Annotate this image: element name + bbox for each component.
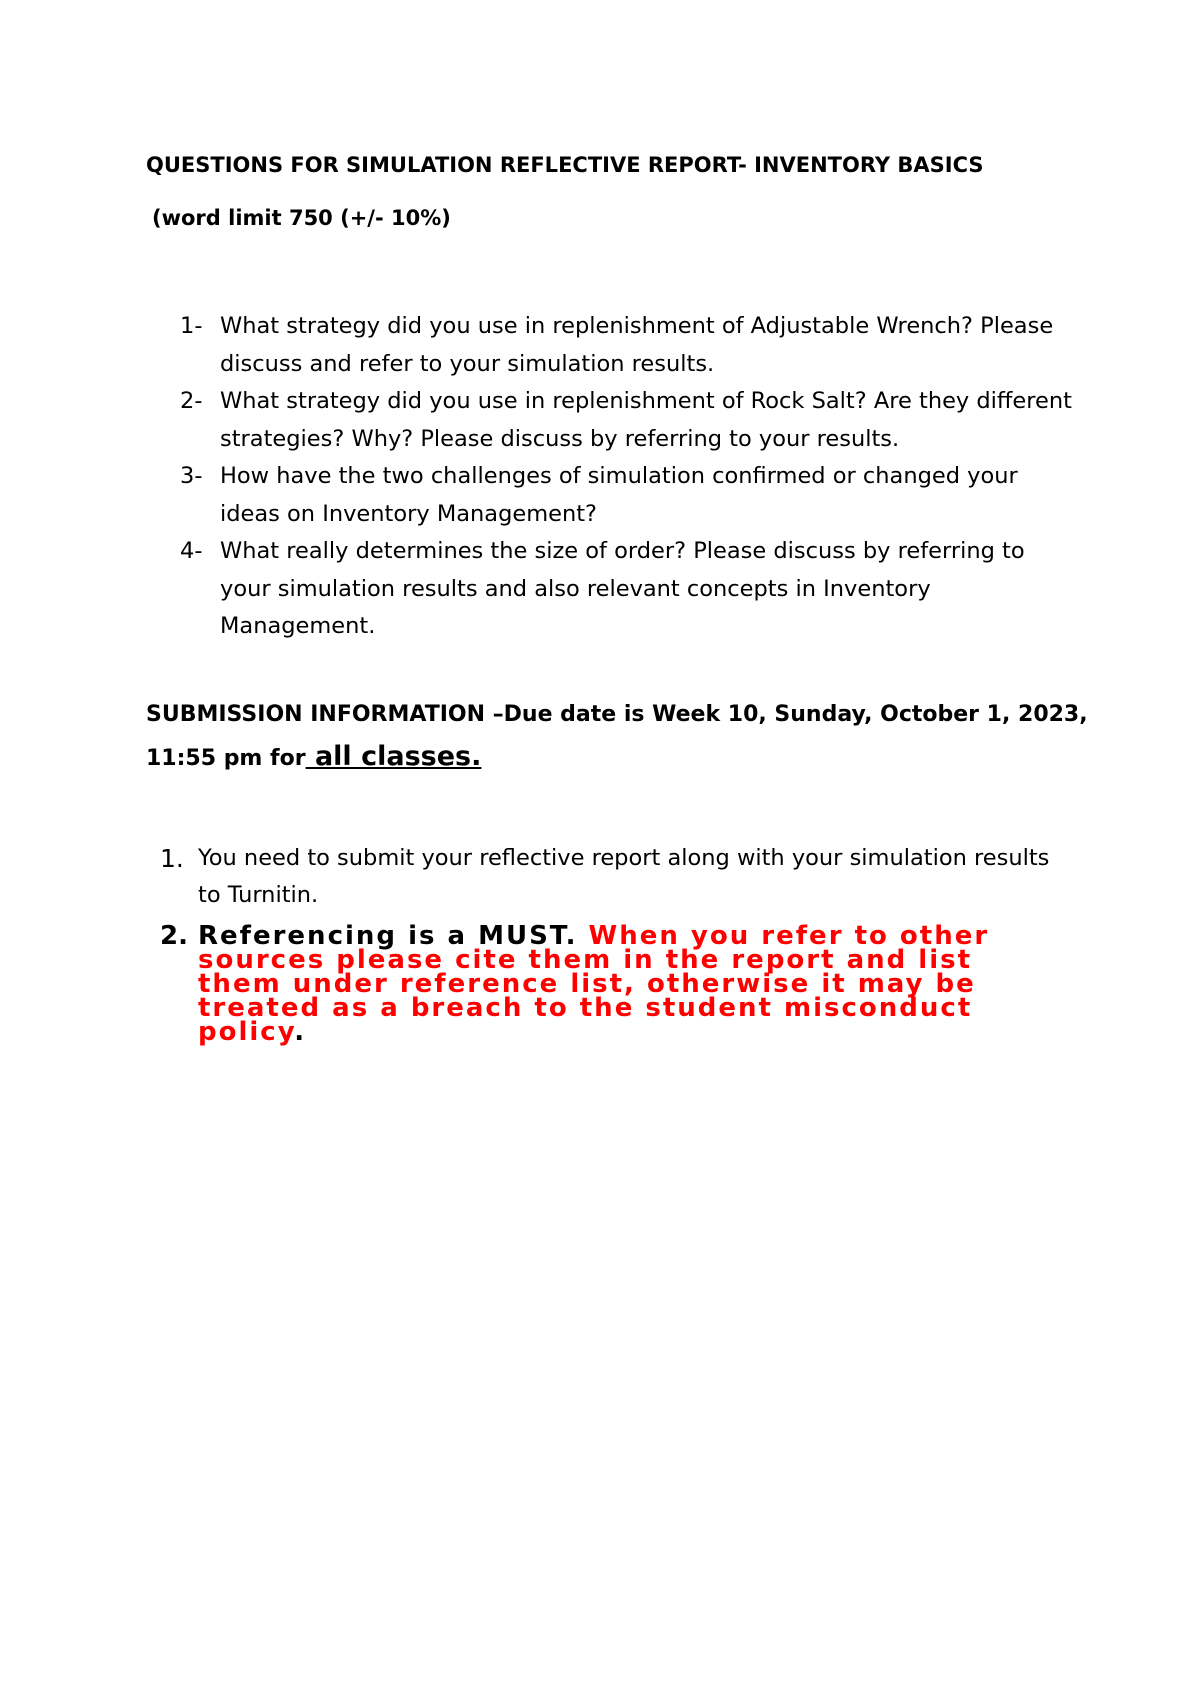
submission-item — [160, 914, 1060, 1047]
submission-heading-emphasis: all classes. — [305, 741, 482, 772]
question-item — [180, 308, 1080, 383]
misconduct-warning: When you refer to other sources please cite them in the report and list them under reference list, otherwise it may be treated as a breach to the student misconduct policy — [198, 921, 990, 1047]
warning-end: . — [294, 1017, 307, 1047]
submission-item-number: 1. — [160, 844, 184, 873]
submission-heading-text: SUBMISSION INFORMATION –Due date is Week 10, Sunday, October 1, 2023, 11:55 pm for — [146, 702, 1088, 771]
question-number: 2- — [180, 388, 203, 414]
submission-item — [160, 840, 1060, 914]
question-item — [180, 533, 1080, 646]
submission-item-text: You need to submit your reflective report along with your simulation results to Turnitin. — [198, 845, 1050, 908]
document-title: QUESTIONS FOR SIMULATION REFLECTIVE REPORT- INVENTORY BASICS — [146, 153, 984, 177]
question-item — [180, 383, 1080, 458]
question-number: 1- — [180, 313, 203, 339]
question-number: 3- — [180, 463, 203, 489]
submission-heading — [146, 694, 1106, 780]
question-text: What strategy did you use in replenishment of Adjustable Wrench? Please discuss and refer to your simulation results. — [220, 313, 1054, 377]
question-item — [180, 458, 1080, 533]
submission-list — [160, 840, 1060, 1047]
submission-item-number: 2. — [160, 921, 188, 951]
question-number: 4- — [180, 538, 203, 564]
question-text: How have the two challenges of simulation confirmed or changed your ideas on Inventory Management? — [220, 463, 1018, 527]
questions-list — [180, 308, 1080, 646]
question-text: What really determines the size of order? Please discuss by referring to your simulation results and also relevant concepts in Inventory Management. — [220, 538, 1025, 639]
word-limit: (word limit 750 (+/- 10%) — [152, 206, 451, 230]
referencing-lead: Referencing is a MUST. — [198, 921, 589, 951]
question-text: What strategy did you use in replenishment of Rock Salt? Are they different strategies? Why? Please discuss by referring to your results. — [220, 388, 1072, 452]
